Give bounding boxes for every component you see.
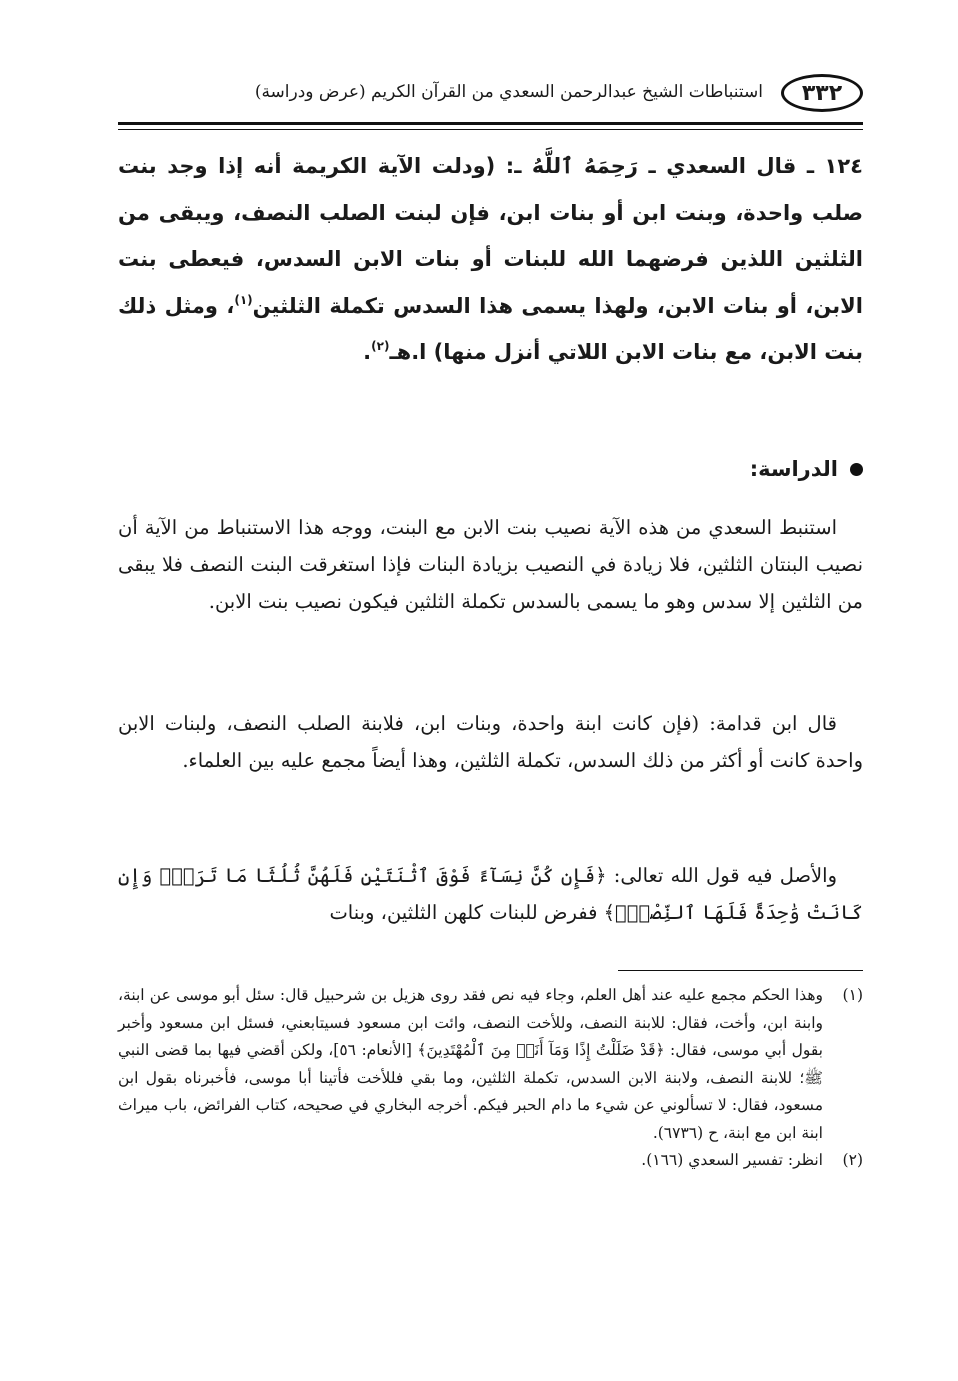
running-title: استنباطات الشيخ عبدالرحمن السعدي من القرآن الكريم (عرض ودراسة) <box>254 82 763 102</box>
header-rule-thin <box>118 129 863 130</box>
footnotes <box>118 982 863 1175</box>
page-number-badge <box>781 74 863 112</box>
footnote-2 <box>118 1147 863 1175</box>
footnote-ref-1: (١) <box>234 292 253 307</box>
study-paragraph-3-lead: والأصل فيه قول الله تعالى: <box>606 864 837 887</box>
section-heading <box>750 457 863 481</box>
bullet-icon <box>850 463 863 476</box>
quote-lead: ١٢٤ ـ قال السعدي ـ رَحِمَهُ ٱللَّهُ ـ: <box>495 154 863 178</box>
study-paragraph-1-text: استنبط السعدي من هذه الآية نصيب بنت الابن مع البنت، ووجه هذا الاستنباط من الآية أن نصيب البنتان الثلثين، فلا زيادة في النصيب بزيادة البنات فإذا استغرقت البنت النصف فلا يبقى من الثلثين إلا سدس وهو ما يسمى بالسدس تكملة الثلثين فيكون نصيب بنت الابن. <box>118 516 863 613</box>
footnote-2-text: انظر: تفسير السعدي (١٦٦). <box>641 1151 823 1169</box>
footnote-1-text: وهذا الحكم مجمع عليه عند أهل العلم، وجاء فيه نص فقد روى هزيل بن شرحبيل قال: سئل أبو موسى عن ابنة، وابنة ابن، وأخت، فقال: للابنة النصف، وللأخت النصف، وائت ابن مسعود فسيتابعني، فسئل ابن مسعود وأخبر بقول أبي موسى، فقال: ﴿قَدْ ضَلَلْتُ إِذًا وَمَآ أَنَا۠ مِنَ ٱلْمُهْتَدِينَ﴾ [الأنعام: ٥٦]، ولكن أقضي فيها بما قضى النبي ﷺ؛ للابنة النصف، ولابنة الابن السدس، تكملة الثلثين، وما بقي فللأخت فأتينا أبا موسى، فأخبرناه بقول ابن مسعود، فقال: لا تسألوني عن شيء ما دام الحبر فيكم. أخرجه البخاري في صحيحه، كتاب الفرائض، باب ميراث ابنة ابن مع ابنة، ح (٦٧٣٦). <box>118 986 823 1142</box>
quoted-passage <box>118 143 863 376</box>
quote-text-part1: (ودلت الآية الكريمة أنه إذا وجد بنت صلب واحدة، وبنت ابن أو بنات ابن، فإن لبنت الصلب النصف، ويبقى من الثلثين اللذين فرضهما الله للبنات أو بنات الابن السدس، فيعطى بنت الابن، أو بنات الابن، ولهذا يسمى هذا السدس تكملة الثلثين <box>118 154 863 318</box>
section-heading-text: الدراسة: <box>749 457 838 481</box>
quote-end: . <box>363 340 372 364</box>
study-paragraph-1 <box>118 510 863 620</box>
page-number: ٣٣٢ <box>801 80 843 106</box>
quran-verse: ﴿فَإِن كُنَّ نِسَآءً فَوْقَ ٱثْنَتَيْنِ فَلَهُنَّ ثُلُثَا مَا تَرَكَۖ وَإِن كَانَتْ وَٰحِدَةً فَلَهَا ٱلنِّصْفُۚ﴾ <box>118 864 863 924</box>
study-paragraph-2-text: قال ابن قدامة: (فإن كانت ابنة واحدة، وبنات ابن، فلابنة الصلب النصف، ولبنات الابن واحدة كانت أو أكثر من ذلك السدس، تكملة الثلثين، وهذا أيضاً مجمع عليه بين العلماء. <box>118 712 863 772</box>
footnote-1 <box>118 982 863 1147</box>
running-header <box>118 70 863 120</box>
footnote-2-number: (٢) <box>842 1151 863 1169</box>
footnote-ref-2: (٢) <box>371 339 390 353</box>
footnote-1-number: (١) <box>842 986 863 1004</box>
study-paragraph-2 <box>118 706 863 780</box>
quote-text-part2: ، ومثل ذلك بنت الابن، مع بنات الابن اللاتي أنزل منها) ا.هـ <box>118 293 863 364</box>
study-paragraph-3 <box>118 858 863 932</box>
study-paragraph-3-tail: ففرض للبنات كلهن الثلثين، وبنات <box>329 900 604 924</box>
footnote-separator <box>618 970 863 971</box>
header-rule-thick <box>118 122 863 125</box>
